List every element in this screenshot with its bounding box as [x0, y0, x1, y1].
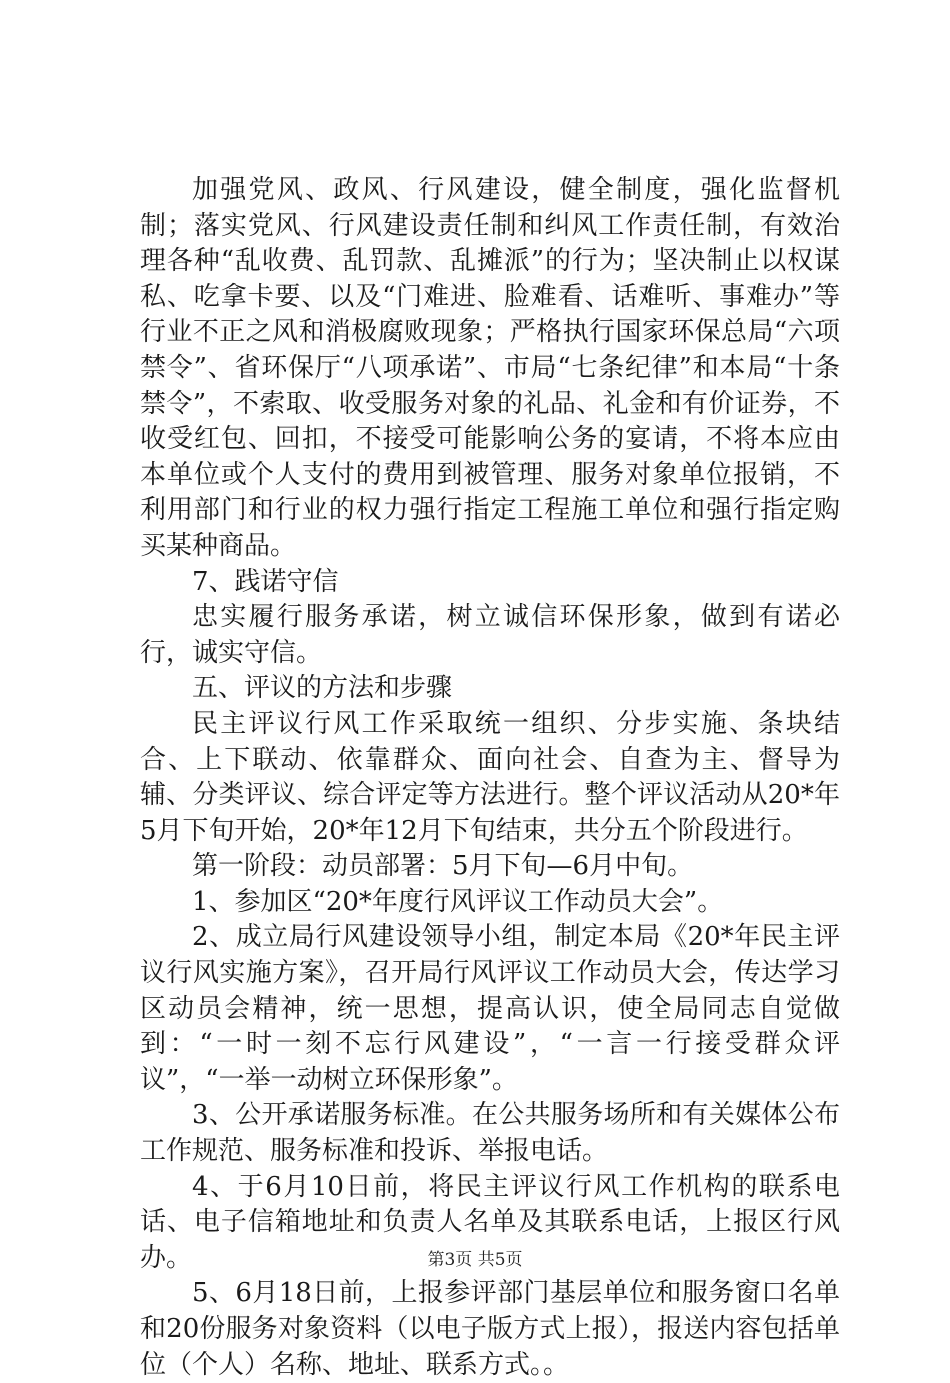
list-item-5: 5、6月18日前，上报参评部门基层单位和服务窗口名单和20份服务对象资料（以电子版方式上报），报送内容包括单位（个人）名称、地址、联系方式。。 — [140, 1278, 840, 1380]
heading-keep-promises: 7、践诺守信 — [192, 566, 339, 597]
page-number-footer: 第3页 共5页 — [427, 1250, 523, 1270]
heading-stage-one: 第一阶段：动员部署：5月下旬—6月中旬。 — [192, 851, 694, 882]
heading-methods-steps: 五、评议的方法和步骤 — [192, 673, 453, 704]
paragraph-methods: 民主评议行风工作采取统一组织、分步实施、条块结合、上下联动、依靠群众、面向社会、自查为主、督导为辅、分类评议、综合评定等方法进行。整个评议活动从20*年5月下旬开始，20*年12月下旬结束，共分五个阶段进行。 — [140, 708, 840, 846]
paragraph-keep-promises: 忠实履行服务承诺，树立诚信环保形象，做到有诺必行，诚实守信。 — [140, 602, 840, 668]
list-item-3: 3、公开承诺服务标准。在公共服务场所和有关媒体公布工作规范、服务标准和投诉、举报电话。 — [140, 1100, 840, 1167]
list-item-1: 1、参加区“20*年度行风评议工作动员大会”。 — [192, 886, 724, 917]
paragraph-conduct-rules: 加强党风、政风、行风建设，健全制度，强化监督机制；落实党风、行风建设责任制和纠风工作责任制，有效治理各种“乱收费、乱罚款、乱摊派”的行为；坚决制止以权谋私、吃拿卡要、以及“门难进、脸难看、话难听、事难办”等行业不正之风和消极腐败现象；严格执行国家环保总局“六项禁令”、省环保厅“八项承诺”、市局“七条纪律”和本局“十条禁令”，不索取、收受服务对象的礼品、礼金和有价证券，不收受红包、回扣，不接受可能影响公务的宴请，不将本应由本单位或个人支付的费用到被管理、服务对象单位报销，不利用部门和行业的权力强行指定工程施工单位和强行指定购买某种商品。 — [140, 175, 840, 561]
list-item-4: 4、于6月10日前，将民主评议行风工作机构的联系电话、电子信箱地址和负责人名单及其联系电话，上报区行风办。 — [140, 1171, 840, 1273]
list-item-2: 2、成立局行风建设领导小组，制定本局《20*年民主评议行风实施方案》，召开局行风评议工作动员大会，传达学习区动员会精神，统一思想，提高认识，使全局同志自觉做到：“一时一刻不忘行风建设”，“一言一行接受群众评议”，“一举一动树立环保形象”。 — [140, 922, 840, 1095]
document-body — [140, 173, 840, 1383]
